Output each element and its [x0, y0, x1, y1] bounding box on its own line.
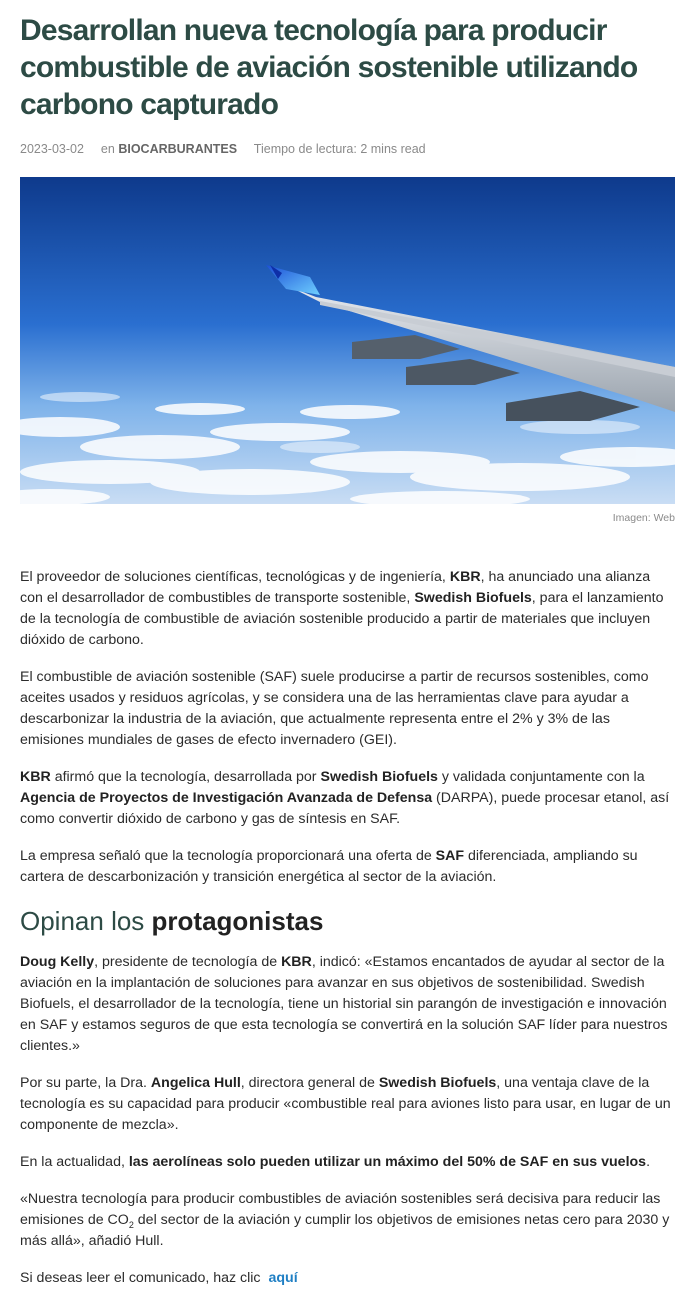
- paragraph: El combustible de aviación sostenible (SAF) suele producirse a partir de recursos sostenibles, como aceites usados y residuos agrícolas, y se considera una de las herramientas clave para ayudar a descarbonizar la industria de la aviación, que actualmente representa entre el 2% y 3% de las emisiones mundiales de gases de efecto invernadero (GEI).: [20, 669, 649, 748]
- read-time: Tiempo de lectura: 2 mins read: [253, 142, 426, 156]
- article-meta: [20, 139, 675, 159]
- paragraph: Doug Kelly, presidente de tecnología de KBR, indicó: «Estamos encantados de ayudar al sector de la aviación en la implantación de soluciones para avanzar en sus objetivos de sostenibilidad. Swedish Biofuels, el desarrollador de la tecnología, tiene un historial sin parangón de investigación e innovación en SAF y estamos seguros de que esta tecnología se convertirá en la solución SAF líder para nuestros clientes.»: [20, 954, 668, 1054]
- category-prefix: en: [100, 142, 115, 156]
- category-link[interactable]: BIOCARBURANTES: [118, 142, 238, 156]
- paragraph: La empresa señaló que la tecnología proporcionará una oferta de SAF diferenciada, ampliando su cartera de descarbonización y transición energética al sector de la aviación.: [20, 848, 638, 885]
- section-heading: Opinan los protagonistas: [20, 906, 324, 936]
- paragraph: «Nuestra tecnología para producir combustibles de aviación sostenibles será decisiva para reducir las emisiones de $CO_2$ del sector de la aviación y cumplir los objetivos de emisiones netas cero para 2030 y más allá», añadió Hull.: [20, 1191, 670, 1249]
- paragraph: En la actualidad, las aerolíneas solo pueden utilizar un máximo del 50% de SAF en sus vuelos.: [20, 1154, 651, 1170]
- paragraph: Por su parte, la Dra. Angelica Hull, directora general de Swedish Biofuels, una ventaja clave de la tecnología es su capacidad para producir «combustible real para aviones listo para usar, en lugar de un componente de mezcla».: [20, 1075, 671, 1133]
- paragraph: Si deseas leer el comunicado, haz clic aquí: [20, 1270, 298, 1286]
- article-date: 2023-03-02: [20, 142, 84, 156]
- paragraph: KBR afirmó que la tecnología, desarrollada por Swedish Biofuels y validada conjuntamente con la Agencia de Proyectos de Investigación Avanzada de Defensa (DARPA), puede procesar etanol, así como convertir dióxido de carbono y gas de síntesis en SAF.: [20, 769, 670, 827]
- article: [20, 0, 675, 1286]
- hero-image: [20, 177, 675, 504]
- press-release-link[interactable]: aquí: [268, 1270, 298, 1286]
- article-title: Desarrollan nueva tecnología para producir combustible de aviación sostenible utilizando carbono capturado: [20, 14, 638, 121]
- paragraph: El proveedor de soluciones científicas, tecnológicas y de ingeniería, KBR, ha anunciado una alianza con el desarrollador de combustibles de transporte sostenible, Swedish Biofuels, para el lanzamiento de la tecnología de combustible de aviación sostenible producido a partir de materiales que incluyen dióxido de carbono.: [20, 569, 664, 648]
- image-caption: Imagen: Web: [612, 512, 675, 524]
- article-body: [20, 567, 675, 1305]
